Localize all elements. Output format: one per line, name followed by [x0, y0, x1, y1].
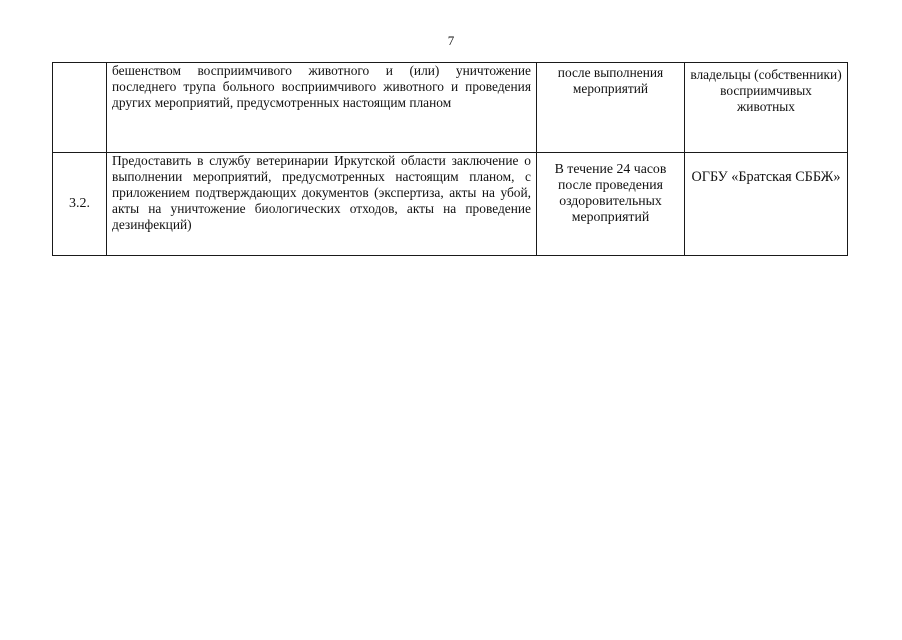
table-row: [53, 153, 848, 256]
responsible-party: ОГБУ «Братская СББЖ»: [685, 153, 848, 256]
row-number: 3.2.: [53, 153, 107, 256]
responsible-party: владельцы (собственники) восприимчивых животных: [685, 63, 848, 153]
table-row: [53, 63, 848, 153]
page-number: 7: [447, 33, 455, 48]
measures-table: [52, 62, 848, 256]
row-number: [53, 63, 107, 153]
deadline: В течение 24 часов после проведения оздоровительных мероприятий: [537, 153, 685, 256]
measure-description: Предоставить в службу ветеринарии Иркутской области заключение о выполнении мероприятий, предусмотренных настоящим планом, с приложением подтверждающих документов (экспертиза, акты на убой, акты на уничтожение биологических отходов, акты на проведение дезинфекций): [107, 153, 537, 256]
deadline: после выполнения мероприятий: [537, 63, 685, 153]
measure-description: бешенством восприимчивого животного и (или) уничтожение последнего трупа больного восприимчивого животного и проведения других мероприятий, предусмотренных настоящим планом: [107, 63, 537, 153]
